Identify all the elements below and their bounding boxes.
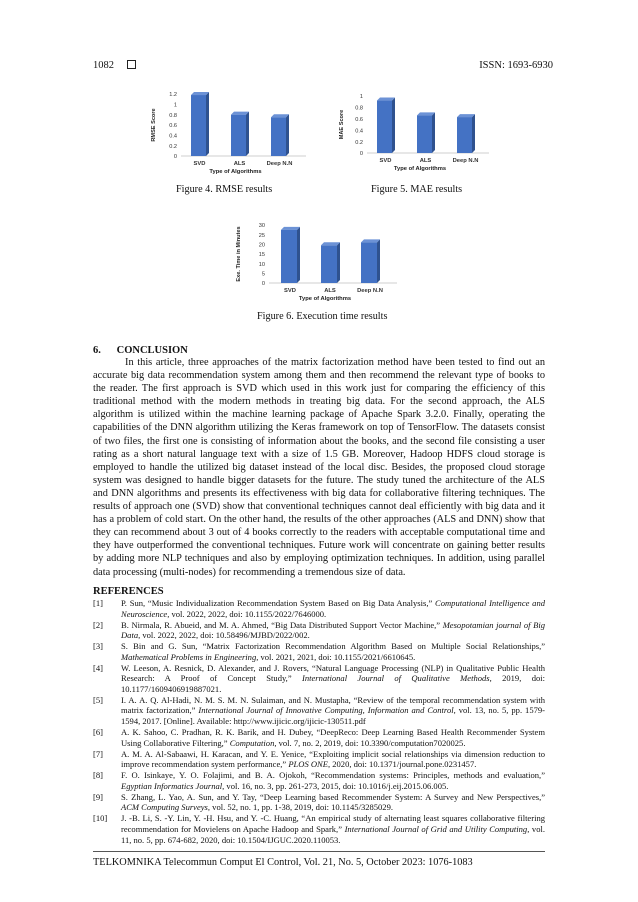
reference-item <box>93 695 545 727</box>
bar-top <box>457 114 475 117</box>
reference-text: F. O. Isinkaye, Y. O. Folajimi, and B. A. Ojokoh, “Recommendation systems: Principles, methods and evaluation,” <box>121 770 545 781</box>
y-tick-label: 1 <box>173 102 177 109</box>
reference-item <box>93 598 545 619</box>
reference-list <box>93 598 545 846</box>
page-number: 1082 <box>93 60 114 71</box>
bar-top <box>191 92 209 95</box>
bar-side <box>206 92 209 156</box>
y-tick-label: 0.6 <box>169 123 177 130</box>
reference-number: [4] <box>93 662 103 673</box>
reference-text: S. Bin and G. Sun, “Matrix Factorization Recommendation Algorithm Based on Multiple Social Relationships,” <box>121 641 545 652</box>
bar-side <box>392 98 395 153</box>
y-tick-label: 0 <box>173 154 177 161</box>
reference-journal: Computational Intelligence and Neuroscience <box>121 598 545 619</box>
x-category-label: SVD <box>379 158 392 164</box>
y-tick-label: 0.4 <box>169 133 177 140</box>
x-category-label: ALS <box>233 161 246 167</box>
reference-number: [1] <box>93 598 103 608</box>
reference-item <box>93 663 545 695</box>
bar-top <box>417 112 435 115</box>
reference-journal: Mesopotamian journal of Big Data <box>121 619 545 641</box>
references-title: REFERENCES <box>93 586 164 597</box>
x-axis-title: Type of Algorithms <box>298 296 352 302</box>
y-axis-title: MAE Score <box>339 109 345 140</box>
reference-number: [9] <box>93 791 103 802</box>
reference-number: [7] <box>93 748 103 759</box>
bar-side <box>337 242 340 283</box>
reference-details: , 2019, doi: 10.1177/1609406919887021. <box>121 673 545 694</box>
footer-citation: TELKOMNIKA Telecommun Comput El Control, Vol. 21, No. 5, October 2023: 1076-1083 <box>93 857 473 868</box>
bar <box>361 242 377 283</box>
header-square-icon <box>127 60 136 69</box>
reference-journal: International Journal of Grid and Utility Computing <box>344 823 528 834</box>
y-tick-label: 0 <box>359 151 363 158</box>
bar-top <box>377 98 395 101</box>
reference-number: [6] <box>93 727 103 738</box>
bar <box>417 115 432 153</box>
reference-details: , 2020, doi: 10.1371/journal.pone.0231457. <box>327 759 477 770</box>
bar-top <box>271 114 289 117</box>
y-tick-label: 10 <box>258 261 265 268</box>
issn: ISSN: 1693-6930 <box>479 60 553 71</box>
y-tick-label: 5 <box>261 271 265 278</box>
x-category-label: Deep N.N <box>266 161 293 167</box>
exec-time-chart-svg <box>233 208 403 306</box>
reference-journal: Mathematical Problems in Engineering <box>121 651 257 662</box>
reference-details: , vol. 52, no. 1, pp. 1-38, 2019, doi: 10.1145/3285029. <box>207 802 393 813</box>
bar-top <box>361 239 380 242</box>
reference-journal: International Journal of Innovative Computing, Information and Control <box>198 705 454 716</box>
reference-item <box>93 792 545 813</box>
x-category-label: ALS <box>419 158 432 164</box>
bar <box>281 230 297 283</box>
reference-text: I. A. A. Q. Al-Hadi, N. M. S. M. N. Sulaiman, and N. Mustapha, “Review of the temporal recommendation system with matrix factorization,” <box>121 694 545 716</box>
reference-journal: Computation <box>229 737 275 748</box>
y-tick-label: 20 <box>258 242 265 249</box>
reference-text: P. Sun, “Music Individualization Recommendation System Based on Big Data Analysis,” <box>121 598 436 608</box>
bar-side <box>286 114 289 156</box>
reference-details: , vol. 2021, 2021, doi: 10.1155/2021/6610645. <box>256 651 416 662</box>
reference-item <box>93 641 545 662</box>
reference-details: , vol. 7, no. 2, 2019, doi: 10.3390/computation7020025. <box>274 737 466 748</box>
bar-side <box>297 227 300 283</box>
bar-top <box>321 242 340 245</box>
y-tick-label: 25 <box>258 232 265 239</box>
reference-number: [10] <box>93 813 108 824</box>
y-tick-label: 0.8 <box>355 105 363 112</box>
rmse-chart-svg <box>148 86 313 178</box>
x-category-label: SVD <box>284 288 296 294</box>
reference-journal: ACM Computing Surveys <box>121 802 208 813</box>
reference-text: B. Nirmala, R. Abueid, and M. A. Ahmed, “Big Data Distributed Support Vector Machine,” <box>121 619 443 630</box>
figure-5-caption: Figure 5. MAE results <box>371 184 463 195</box>
reference-journal: Egyptian Informatics Journal <box>121 780 223 791</box>
reference-text: S. Zhang, L. Yao, A. Sun, and Y. Tay, “Deep Learning based Recommender System: A Survey and New Perspectives,” <box>121 791 545 802</box>
section-title: 6. CONCLUSION <box>93 345 188 356</box>
y-tick-label: 0.4 <box>355 128 363 135</box>
reference-number: [2] <box>93 619 103 630</box>
reference-details: , vol. 11, no. 5, pp. 674-682, 2020, doi: 10.1504/IJGUC.2020.110053. <box>121 823 545 845</box>
x-axis-title: Type of Algorithms <box>393 166 447 172</box>
figure-6-caption: Figure 6. Execution time results <box>257 311 388 322</box>
exec-time-chart <box>233 208 403 306</box>
reference-item <box>93 813 545 845</box>
y-tick-label: 0.2 <box>355 139 363 146</box>
reference-item <box>93 727 545 748</box>
y-axis-title: RMSE Score <box>151 108 157 142</box>
bar-side <box>432 112 435 153</box>
bar-top <box>281 227 300 230</box>
x-category-label: Deep N.N <box>452 158 479 164</box>
reference-text: J. -B. Li, S. -Y. Lin, Y. -H. Hsu, and Y. -C. Huang, “An empirical study of alternating least squares collaborative filtering recommendation for Movielens on Apache Hadoop and Spark,” <box>121 813 545 834</box>
bar <box>377 101 392 153</box>
y-tick-label: 15 <box>258 252 265 259</box>
footer-divider <box>93 851 545 852</box>
bar <box>191 95 206 156</box>
x-category-label: ALS <box>324 288 336 294</box>
reference-details: , vol. 16, no. 3, pp. 261-273, 2015, doi: 10.1016/j.eij.2015.06.005. <box>222 780 449 791</box>
y-tick-label: 30 <box>258 223 265 230</box>
reference-text: A. K. Sahoo, C. Pradhan, R. K. Barik, and H. Dubey, “DeepReco: Deep Learning Based Health Recommender System Using Collaborative Filtering,” <box>121 727 545 748</box>
bar-side <box>246 112 249 156</box>
y-tick-label: 0.2 <box>169 143 177 150</box>
x-category-label: Deep N.N <box>357 288 383 294</box>
x-axis-title: Type of Algorithms <box>209 169 262 175</box>
x-category-label: SVD <box>193 161 206 167</box>
bar <box>271 117 286 156</box>
bar <box>231 115 246 156</box>
y-tick-label: 0 <box>261 281 265 288</box>
y-tick-label: 1.2 <box>169 92 177 99</box>
bar-top <box>231 112 249 115</box>
y-tick-label: 0.8 <box>169 112 177 119</box>
reference-text: W. Leeson, A. Resnick, D. Alexander, and J. Rovers, “Natural Language Processing (NLP) in Qualitative Public Health Research: A Proof of Concept Study,” <box>121 662 545 684</box>
mae-chart-svg <box>336 86 496 178</box>
reference-text: A. M. A. Al-Sabaawi, H. Karacan, and Y. E. Yenice, “Exploiting implicit social relationships via dimension reduction to improve recommendation system performance,” <box>121 748 545 770</box>
reference-item <box>93 620 545 641</box>
y-tick-label: 0.6 <box>355 117 363 123</box>
mae-chart <box>336 86 496 178</box>
reference-number: [3] <box>93 641 103 652</box>
reference-details: , vol. 2022, 2022, doi: 10.58496/MJBD/2022/002. <box>138 630 310 641</box>
reference-details: , vol. 2022, 2022, doi: 10.1155/2022/7646000. <box>167 608 327 619</box>
reference-number: [8] <box>93 770 103 781</box>
bar-side <box>377 239 380 283</box>
y-tick-label: 1 <box>359 94 363 101</box>
bar-side <box>472 114 475 153</box>
rmse-chart <box>148 86 313 178</box>
reference-item <box>93 770 545 791</box>
reference-journal: International Journal of Qualitative Methods <box>301 673 490 684</box>
reference-number: [5] <box>93 694 103 705</box>
figure-4-caption: Figure 4. RMSE results <box>176 184 273 195</box>
bar <box>321 245 337 283</box>
reference-journal: PLOS ONE <box>288 759 328 770</box>
reference-item <box>93 749 545 770</box>
bar <box>457 117 472 153</box>
y-axis-title: Exe. Time in Minutes <box>236 226 242 282</box>
conclusion-paragraph: In this article, three approaches of the matrix factorization method have been tested to find out an accurate big data recommendation system among them and then recommend the relevant type of books to the reader. The first approach is SVD which used in this work just for comparing the efficiency of this traditional method with the modern methods in treating big data. For the second approach, the ALS algorithm is utilized within the machine learning package of Apache Spark 3.2.0. Finally, operating the capabilities of the DNN algorithm utilizing the Keras framework on top of TensorFlow. The datasets consist of two files, the first one is consisting of information about the books, and the second file consisting a user rating as a short natural language text with a size of 1.5 GB. Moreover, Hadoop HDFS cloud storage is employed to handle the utilized big dataset instead of the local disc. Besides, the proposed cloud storage system was designed to handle bigger datasets for the future. The study tuned the architecture of the ALS and DNN algorithms and presents its effectiveness with big data for collaborative filtering techniques. The results of approach one (SVD) show that conventional techniques cannot deal efficiently with big data and it has a problem of cold start. On the other hand, the results of the other approaches (ALS and DNN) show that they can recommend about 3 out of 4 books correctly to the readers with acceptable computational time and they have outperformed the conventional techniques. Future work will concentrate on gaining better results by adding more NLP techniques and also by employing optimization techniques. In addition, using parallel data processing (multi-nodes) for recommending a tremendous size of data. <box>93 357 545 578</box>
reference-details: , vol. 13, no. 5, pp. 1579-1594, 2017. [Online]. Available: http://www.ijicic.org/ijicic-130511.pdf <box>121 705 545 727</box>
